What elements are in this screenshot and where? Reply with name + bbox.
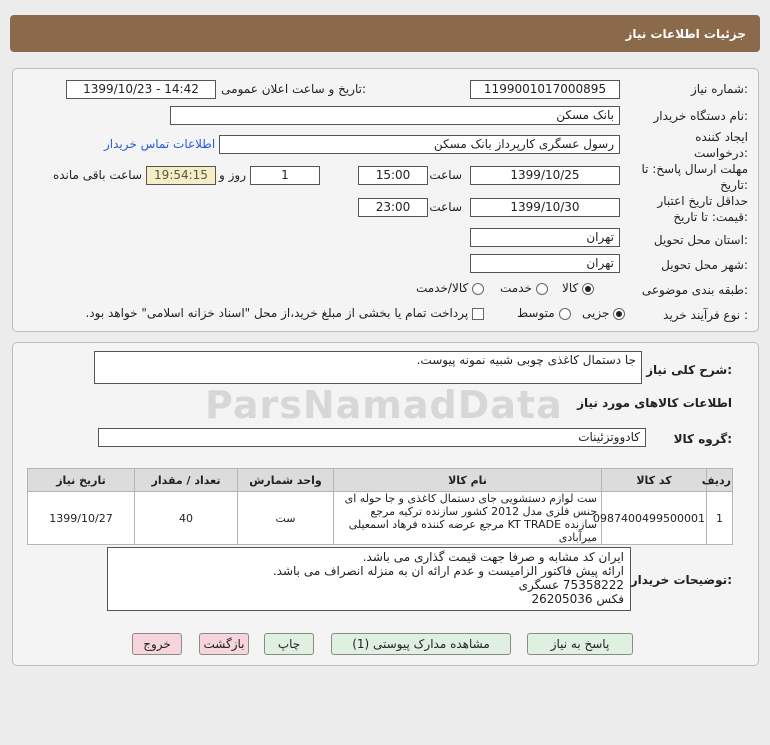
attachments-button[interactable]: مشاهده مدارک پیوستی (1) <box>331 633 511 655</box>
radio-icon[interactable] <box>472 283 484 295</box>
buyer-note-line: فکس 26205036 <box>531 592 624 606</box>
days-field: 1 <box>250 166 320 185</box>
price-validity-label: حداقل تاریخ اعتبار قیمت: تا تاریخ: <box>657 194 748 224</box>
cell-index: 1 <box>707 492 733 545</box>
need-number-label: شماره نیاز: <box>690 82 748 96</box>
watermark: ParsNamadData <box>205 383 563 427</box>
radio-icon[interactable] <box>559 308 571 320</box>
category-option-service[interactable]: خدمت <box>500 281 548 295</box>
buyer-notes-label: توضیحات خریدار: <box>630 573 732 587</box>
city-label: شهر محل تحویل: <box>661 258 748 272</box>
col-qty-header: تعداد / مقدار <box>135 469 238 492</box>
col-unit-header: واحد شمارش <box>238 469 334 492</box>
province-field: تهران <box>470 228 620 247</box>
buyer-notes-box <box>107 547 631 611</box>
buyer-note-line: ارائه پیش فاکتور الزامیست و عدم ارائه ان به منزله انصراف می باشد. <box>272 564 624 578</box>
contact-buyer-link[interactable]: اطلاعات تماس خریدار <box>104 137 216 151</box>
buyer-label: نام دستگاه خریدار: <box>653 109 748 123</box>
col-date-header: تاریخ نیاز <box>28 469 135 492</box>
cell-code: 0987400499500001 <box>602 492 707 545</box>
remaining-label: ساعت باقی مانده <box>52 168 142 182</box>
buyer-note-line: ایران کد مشابه و صرفا جهت قیمت گذاری می باشد. <box>362 550 624 564</box>
reply-time-label: ساعت <box>429 168 462 182</box>
exit-button[interactable]: خروج <box>132 633 182 655</box>
process-label: نوع فرآیند خرید : <box>663 308 748 322</box>
reply-time-field: 15:00 <box>358 166 428 185</box>
creator-field: رسول عسگری کارپرداز بانک مسکن <box>219 135 620 154</box>
process-option-small[interactable]: جزیی <box>582 306 625 320</box>
category-option-goods-service[interactable]: کالا/خدمت <box>416 281 484 295</box>
page-title-bar <box>10 15 760 52</box>
need-number-field: 1199001017000895 <box>470 80 620 99</box>
price-date-field: 1399/10/30 <box>470 198 620 217</box>
reply-deadline-label: مهلت ارسال پاسخ: تا تاریخ: <box>641 162 748 192</box>
cell-date: 1399/10/27 <box>28 492 135 545</box>
page-title: جزئیات اطلاعات نیاز <box>625 26 746 41</box>
remaining-time-field: 19:54:15 <box>146 166 216 185</box>
radio-icon[interactable] <box>536 283 548 295</box>
col-name-header: نام کالا <box>334 469 602 492</box>
announce-label: تاریخ و ساعت اعلان عمومی: <box>221 82 366 96</box>
cell-unit: ست <box>238 492 334 545</box>
print-button[interactable]: چاپ <box>264 633 314 655</box>
creator-label: ایجاد کننده درخواست: <box>694 130 748 160</box>
goods-group-label: گروه کالا: <box>673 432 732 446</box>
radio-selected-icon[interactable] <box>613 308 625 320</box>
buyer-note-line: 75358222 عسگری <box>518 578 624 592</box>
buyer-field: بانک مسکن <box>170 106 620 125</box>
checkbox-icon[interactable] <box>472 308 484 320</box>
reply-button[interactable]: پاسخ به نیاز <box>527 633 633 655</box>
col-code-header: کد کالا <box>602 469 707 492</box>
category-option-goods[interactable]: کالا <box>562 281 594 295</box>
description-label: شرح کلی نیاز: <box>646 363 732 377</box>
process-option-medium[interactable]: متوسط <box>517 306 571 320</box>
category-label: طبقه بندی موضوعی: <box>641 283 748 297</box>
price-time-label: ساعت <box>429 200 462 214</box>
goods-table-container <box>28 468 733 545</box>
cell-name: ست لوازم دستشویی جای دستمال کاغذی و جا حوله ای جنس فلزی مدل 2012 کشور سازنده ترکیه مرجع سازنده KT TRADE مرجع عرضه کننده فرهاد اسمعیلی میرآبادی <box>334 492 602 545</box>
table-header-row <box>28 469 733 492</box>
cell-qty: 40 <box>135 492 238 545</box>
city-field: تهران <box>470 254 620 273</box>
description-field: جا دستمال کاغذی چوبی شبیه نمونه پیوست. <box>94 351 642 384</box>
table-row <box>28 492 733 545</box>
payment-option[interactable]: پرداخت تمام یا بخشی از مبلغ خرید،از محل "اسناد خزانه اسلامی" خواهد بود. <box>74 306 484 320</box>
reply-date-field: 1399/10/25 <box>470 166 620 185</box>
radio-selected-icon[interactable] <box>582 283 594 295</box>
back-button[interactable]: بازگشت <box>199 633 249 655</box>
col-index-header: ردیف <box>707 469 733 492</box>
days-label: روز و <box>219 168 246 182</box>
province-label: استان محل تحویل: <box>653 233 748 247</box>
price-time-field: 23:00 <box>358 198 428 217</box>
goods-table <box>27 468 733 545</box>
announce-field: 1399/10/23 - 14:42 <box>66 80 216 99</box>
goods-group-field: کادووتزئینات <box>98 428 646 447</box>
goods-section-title: اطلاعات کالاهای مورد نیاز <box>577 396 732 410</box>
